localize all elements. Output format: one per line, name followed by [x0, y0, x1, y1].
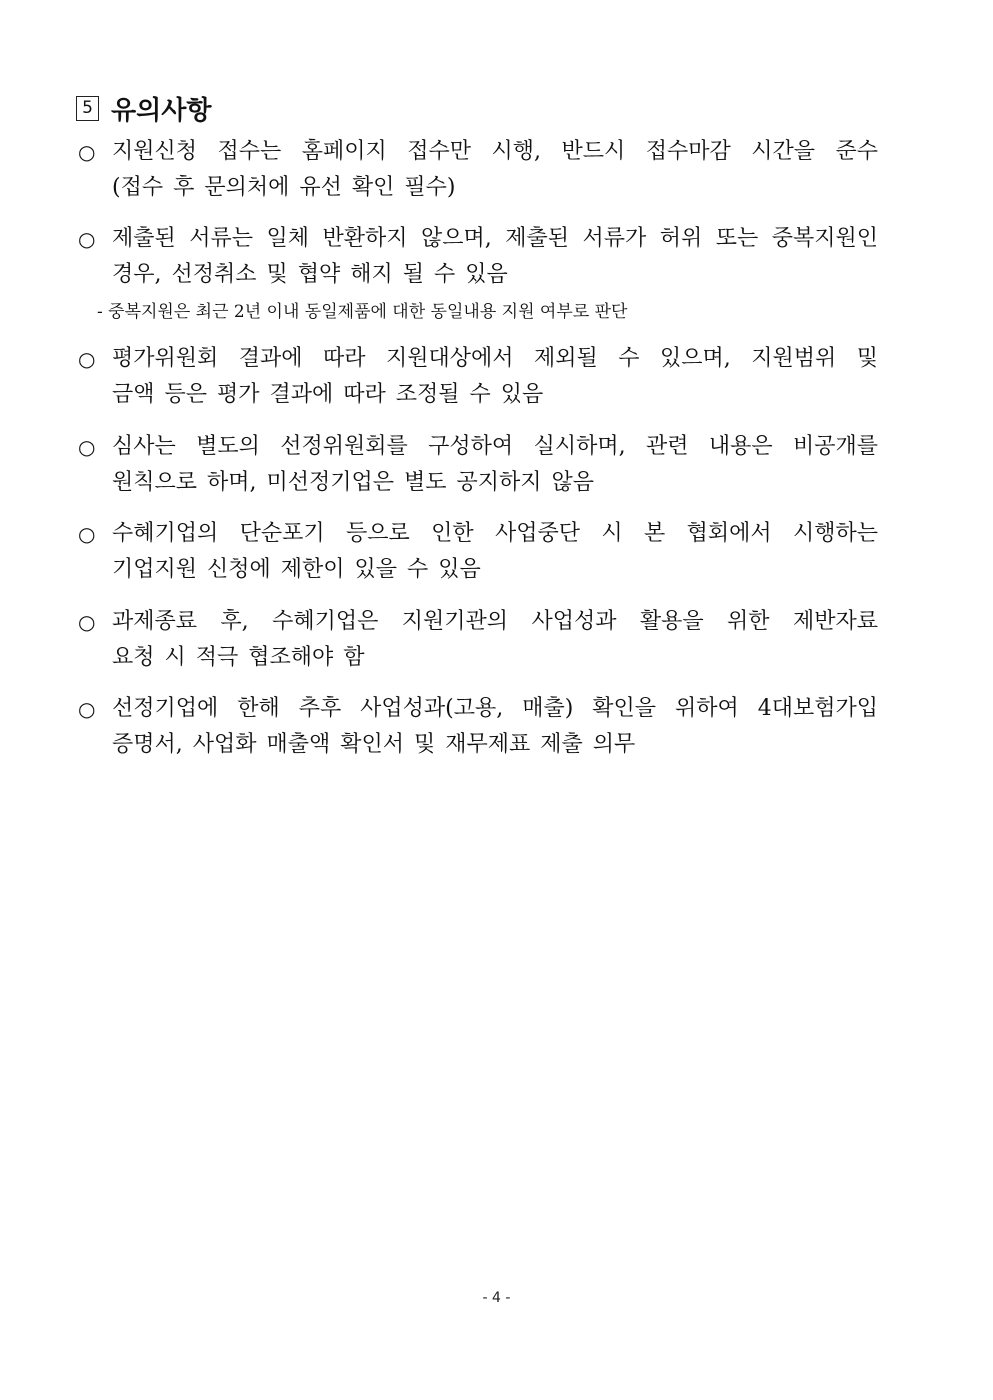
notice-line: 과제종료 후, 수혜기업은 지원기관의 사업성과 활용을 위한 제반자료: [112, 609, 878, 634]
circle-bullet-icon: ○: [78, 522, 96, 546]
notice-line: 평가위원회 결과에 따라 지원대상에서 제외될 수 있으며, 지원범위 및: [112, 346, 878, 371]
notice-line: 요청 시 적극 협조해야 함: [112, 645, 365, 670]
notice-line: 경우, 선정취소 및 협약 해지 될 수 있음: [112, 262, 508, 287]
circle-bullet-icon: ○: [78, 610, 96, 634]
circle-bullet-icon: ○: [78, 347, 96, 371]
notice-item-1: [78, 134, 878, 206]
notice-item-7: [78, 691, 878, 763]
notice-line: 지원신청 접수는 홈페이지 접수만 시행, 반드시 접수마감 시간을 준수: [112, 139, 878, 164]
notice-line: 선정기업에 한해 추후 사업성과(고용, 매출) 확인을 위하여 4대보험가입: [112, 696, 878, 721]
section-heading: [76, 90, 211, 127]
notice-line: (접수 후 문의처에 유선 확인 필수): [112, 175, 456, 200]
notice-item-6: [78, 604, 878, 676]
notice-item-4: [78, 429, 878, 501]
notice-item-3: [78, 341, 878, 413]
page-number: - 4 -: [482, 1290, 511, 1306]
circle-bullet-icon: ○: [78, 227, 96, 251]
circle-bullet-icon: ○: [78, 435, 96, 459]
section-number-box: 5: [76, 96, 99, 121]
section-title: 유의사항: [111, 96, 212, 126]
notice-item-5: [78, 516, 878, 588]
notice-line: 심사는 별도의 선정위원회를 구성하여 실시하며, 관련 내용은 비공개를: [112, 434, 878, 459]
circle-bullet-icon: ○: [78, 140, 96, 164]
notice-line: 금액 등은 평가 결과에 따라 조정될 수 있음: [112, 382, 544, 407]
notice-line: 증명서, 사업화 매출액 확인서 및 재무제표 제출 의무: [112, 732, 636, 757]
circle-bullet-icon: ○: [78, 697, 96, 721]
notice-sub-item: - 중복지원은 최근 2년 이내 동일제품에 대한 동일내용 지원 여부로 판단: [97, 302, 628, 322]
notice-line: 수혜기업의 단순포기 등으로 인한 사업중단 시 본 협회에서 시행하는: [112, 521, 878, 546]
notice-line: 제출된 서류는 일체 반환하지 않으며, 제출된 서류가 허위 또는 중복지원인: [112, 226, 878, 251]
notice-item-2: [78, 221, 878, 293]
notice-line: 원칙으로 하며, 미선정기업은 별도 공지하지 않음: [112, 470, 595, 495]
notice-line: 기업지원 신청에 제한이 있을 수 있음: [112, 557, 481, 582]
